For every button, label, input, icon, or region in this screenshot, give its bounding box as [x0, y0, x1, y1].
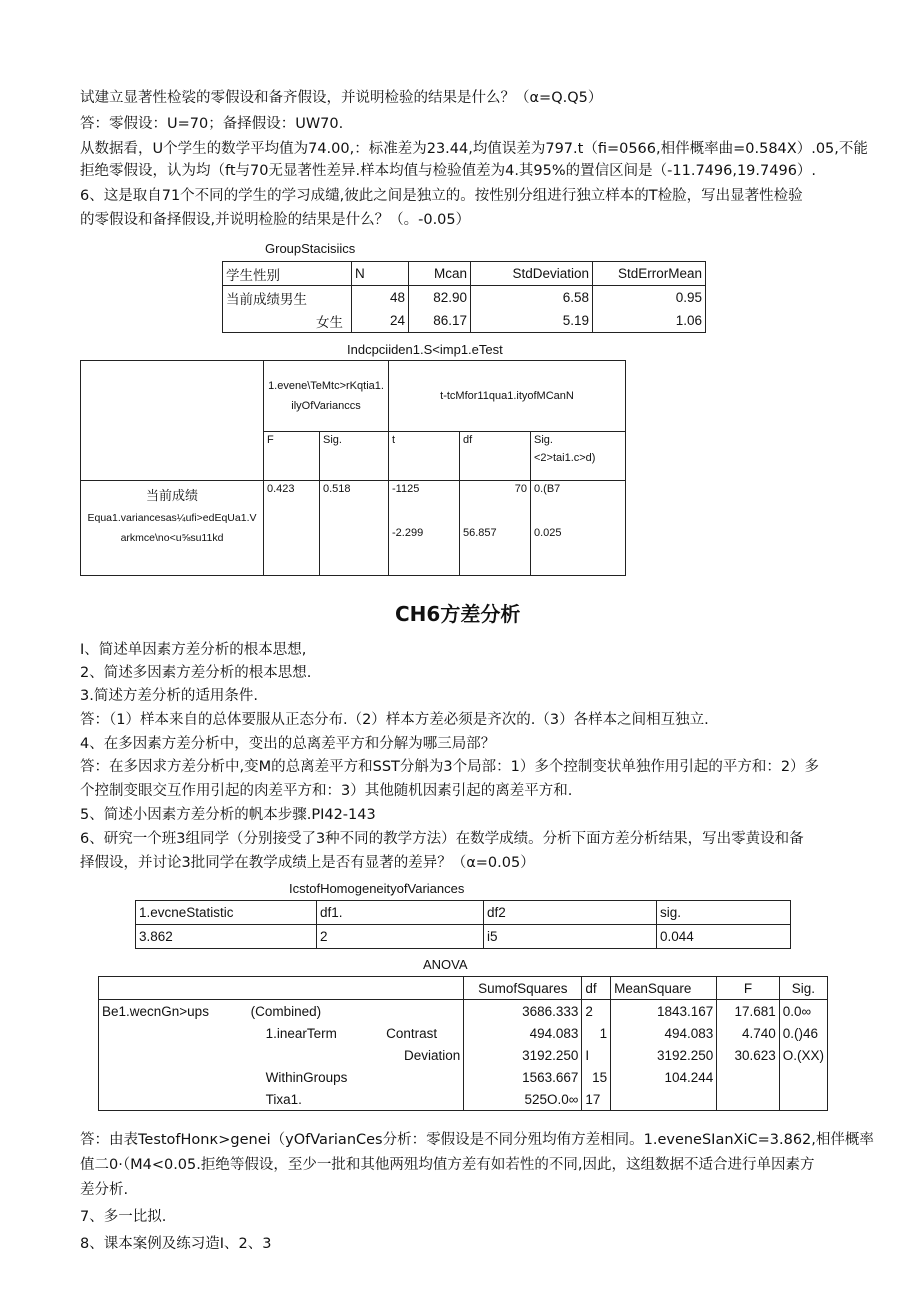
col-header: df [460, 432, 531, 481]
cell-value: 17 [582, 1088, 611, 1111]
anova-table [98, 976, 828, 1111]
cell-value: 3.862 [136, 925, 317, 949]
header-cell: 学生性别 [223, 262, 352, 286]
table-row [99, 1088, 828, 1111]
table-row [136, 925, 791, 949]
cell-value: 2 [317, 925, 484, 949]
question-line: 4、在多因素方差分析中，变出的总离差平方和分解为哪三局部？ [80, 736, 496, 752]
answer-line: 差分析. [80, 1182, 129, 1198]
cell-value: 86.17 [409, 309, 471, 333]
group-stats-caption: GroupStacisiics [265, 241, 356, 256]
table-row [99, 1044, 828, 1066]
cell-value: 494.083 [611, 1022, 717, 1044]
header-cell: sig. [657, 901, 791, 925]
row-label: arkmce\no<u⅝su11kd [120, 532, 224, 544]
question-line: 3.简述方差分析的适用条件. [80, 688, 258, 704]
ttest-header: t-tcMfor11qua1.ityofMCanN [389, 361, 626, 432]
cell-value: -1125 [392, 483, 420, 495]
header-cell: StdDeviation [471, 262, 593, 286]
cell-value: 3192.250 [611, 1044, 717, 1066]
header-cell: F [717, 977, 779, 1000]
header-cell: df2 [484, 901, 657, 925]
cell-value: 4.740 [717, 1022, 779, 1044]
cell-value: 24 [352, 309, 409, 333]
row-label: Equa1.variancesas¼ufi>edEqUa1.V [87, 512, 257, 524]
cell-value: 30.623 [717, 1044, 779, 1066]
question-line: I、简述单因素方差分析的根本思想, [80, 642, 307, 658]
cell-value: 494.083 [464, 1022, 582, 1044]
table-row [223, 309, 706, 333]
homogeneity-table [135, 900, 791, 949]
header-cell: MeanSquare [611, 977, 717, 1000]
group-stats-table [222, 261, 706, 333]
header-cell: df [582, 977, 611, 1000]
row-label: 当前成绩男生 [223, 286, 352, 310]
cell-value: 1843.167 [611, 1000, 717, 1023]
col-header: t [389, 432, 460, 481]
table-row [99, 1022, 828, 1044]
header-cell: N [352, 262, 409, 286]
table-row [223, 286, 706, 310]
answer-line: 答：由表TestofHonк>genei（yOfVarianCes分析：零假设是不同分殂均侑方差相同。1.eveneSIanXiC=3.862,相伴概率 [80, 1132, 874, 1148]
cell-value: 5.19 [471, 309, 593, 333]
header-cell: StdErrorMean [593, 262, 706, 286]
levene-header: 1.evene\TeMtc>rKqtia1. [268, 380, 384, 392]
col-header: <2>tai1.c>d) [534, 452, 596, 464]
header-cell: 1.evcneStatistic [136, 901, 317, 925]
cell-value: 104.244 [611, 1066, 717, 1088]
table-row [99, 1000, 828, 1023]
question-line: 6、研究一个班3组同学（分别接受了3种不同的教学方法）在数学成绩。分析下面方差分析结果，写出零黄设和备 [80, 831, 804, 847]
text-line: 6、这是取自71个不同的学生的学习成缱,彼此之间是独立的。按性别分组进行独立样本的T检脸，写出显著性检验 [80, 188, 803, 204]
row-label: Deviation [376, 1044, 464, 1066]
cell-value: -2.299 [392, 527, 424, 539]
cell-value: 56.857 [463, 527, 497, 539]
question-line: 5、简述小因素方差分析的帆本步骤.PI42-143 [80, 807, 376, 823]
cell-value: 3686.333 [464, 1000, 582, 1023]
cell-value: 0.95 [593, 286, 706, 310]
text-line: 从数据看，U个学生的数学平均值为74.00,：标准差为23.44,均值误差为797.t（fi=0566,相伴概率曲=0.584X）.05,不能 [80, 141, 868, 157]
text-line: 的零假设和备择假设,并说明检脸的结果是什么？（。-0.05） [80, 212, 471, 228]
table-row [99, 1066, 828, 1088]
col-header: F [264, 432, 320, 481]
cell-value: 3192.250 [464, 1044, 582, 1066]
levene-header: ilyOfVarianccs [291, 400, 361, 412]
header-cell: Mcan [409, 262, 471, 286]
question-line: 2、简述多因素方差分析的根本思想. [80, 665, 312, 681]
cell-value: 0.044 [657, 925, 791, 949]
cell-value: 17.681 [717, 1000, 779, 1023]
cell-value: 0.()46 [779, 1022, 827, 1044]
cell-value: 70 [514, 483, 527, 495]
cell-value: 0.423 [264, 481, 320, 576]
cell-value: 1563.667 [464, 1066, 582, 1088]
text-line: 试建立显著性检裟的零假设和备齐假设，并说明检验的结果是什么？（α=Q.Q5） [80, 90, 603, 106]
cell-value: 2 [582, 1000, 611, 1023]
cell-value: 82.90 [409, 286, 471, 310]
answer-line: 答：（1）样本来自的总体要服从正态分布.（2）样本方差必须是齐次的.（3）各样本之间相互独立. [80, 712, 709, 728]
cell-value: 1 [582, 1022, 611, 1044]
cell-value: O.(XX) [779, 1044, 827, 1066]
indep-test-caption: Indcpciiden1.S<imp1.eTest [347, 342, 503, 357]
answer-line: 值二0·（M4<0.05.拒绝等假设，至少一批和其他两殂均值方差有如若性的不同,因此，这组数据不适合进行单因素方 [80, 1157, 815, 1173]
answer-line: 个控制变眼交互作用引起的肉差平方和：3）其他随机因素引起的离差平方和. [80, 783, 573, 799]
row-label: (Combined) [250, 1003, 322, 1019]
indep-test-table [80, 360, 626, 576]
text-line: 答：零假设：U=70；备择假设：UW70. [80, 116, 344, 132]
row-label: Tixa1. [248, 1088, 464, 1111]
row-label: 1.inearTerm [265, 1025, 337, 1041]
answer-line: 答：在多因求方差分析中,变M的总离差平方和SST分斛为3个局部：1）多个控制变状单独作用引起的平方和：2）多 [80, 759, 820, 775]
anova-caption: ANOVA [423, 957, 468, 972]
cell-value: 1.06 [593, 309, 706, 333]
question-line: 8、课本案例及练习造I、2、3 [80, 1236, 272, 1252]
cell-value: 15 [582, 1066, 611, 1088]
col-header: Sig. [320, 432, 389, 481]
section-heading: CH6方差分析 [395, 602, 521, 626]
row-label: Contrast [376, 1022, 464, 1044]
cell-value: 6.58 [471, 286, 593, 310]
text-line: 拒绝零假设，认为均（ft与70无显著性差异.样本均值与检验值差为4.其95%的置信区间是（-11.7496,19.7496）. [80, 163, 817, 179]
cell-value: 0.(B7 [534, 483, 561, 495]
cell-value: 0.0∞ [779, 1000, 827, 1023]
question-line: 择假设，并讨论3批同学在教学成绩上是否有显著的差异？（α=0.05） [80, 855, 535, 871]
cell-value: i5 [484, 925, 657, 949]
header-cell: df1. [317, 901, 484, 925]
cell-value: I [582, 1044, 611, 1066]
cell-value: 525O.0∞ [464, 1088, 582, 1111]
row-label: Be1.wecnGn>ups [99, 1000, 248, 1023]
row-title: 当前成绩 [145, 488, 198, 503]
cell-value: 0.025 [534, 527, 562, 539]
question-line: 7、多一比拟. [80, 1209, 167, 1225]
col-header: Sig. [534, 434, 553, 446]
homogeneity-caption: IcstofHomogeneityofVariances [289, 881, 465, 896]
cell-value: 48 [352, 286, 409, 310]
cell-value: 0.518 [320, 481, 389, 576]
row-label: 女生 [223, 309, 352, 333]
row-label: WithinGroups [265, 1069, 348, 1085]
header-cell: Sig. [779, 977, 827, 1000]
header-cell: SumofSquares [464, 977, 582, 1000]
